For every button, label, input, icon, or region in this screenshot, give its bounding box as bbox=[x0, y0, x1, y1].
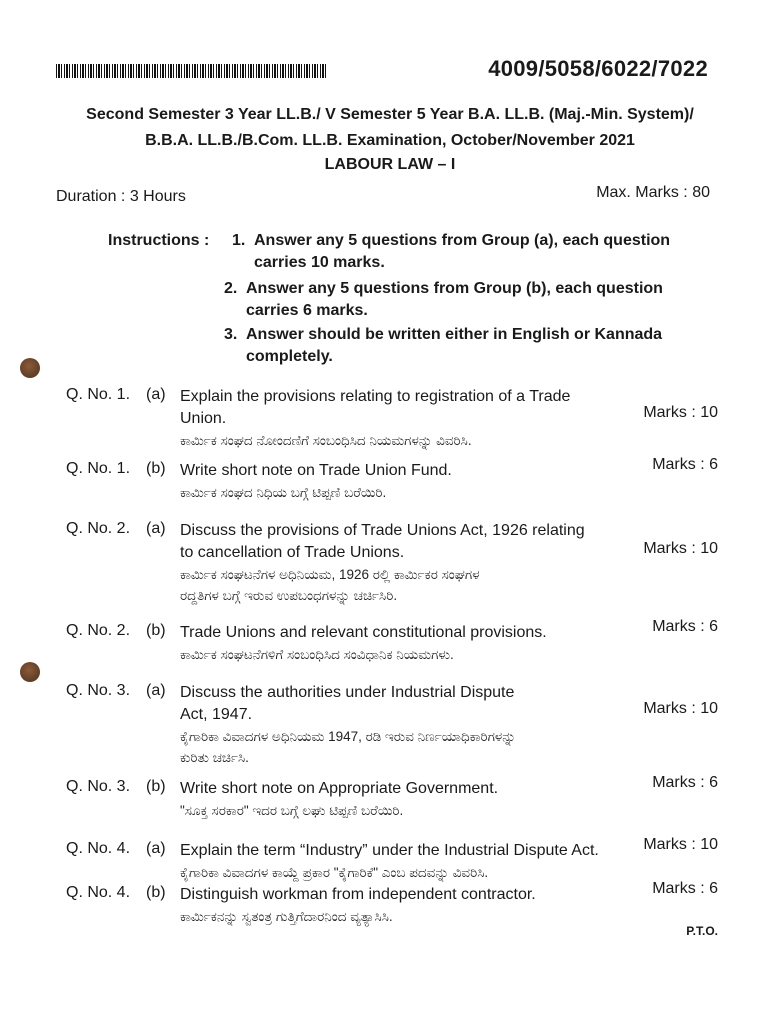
question-part: (a) bbox=[146, 840, 166, 857]
question-text bbox=[180, 884, 620, 927]
instruction-text: Answer should be written either in English or Kannada bbox=[246, 326, 663, 343]
question-number: Q. No. 3. bbox=[66, 682, 131, 699]
question-part: (a) bbox=[146, 682, 166, 699]
instruction-continuation: carries 6 marks. bbox=[246, 302, 368, 319]
question-number: Q. No. 1. bbox=[66, 460, 131, 477]
question-text bbox=[180, 840, 640, 883]
question-english-line: Trade Unions and relevant constitutional provisions. bbox=[180, 624, 547, 641]
question-number: Q. No. 4. bbox=[66, 884, 131, 901]
paper-code: 4009/5058/6022/7022 bbox=[488, 56, 708, 81]
question-english-line: Explain the provisions relating to registration of a Trade bbox=[180, 388, 571, 405]
question-kannada-line: ಕುರಿತು ಚರ್ಚಿಸಿ. bbox=[180, 750, 249, 765]
instruction-3 bbox=[224, 324, 704, 368]
question-text bbox=[180, 386, 620, 451]
instruction-number: 3. bbox=[224, 326, 238, 343]
question-text bbox=[180, 460, 620, 503]
instruction-continuation: carries 10 marks. bbox=[254, 254, 385, 271]
question-part: (b) bbox=[146, 460, 166, 477]
question-marks: Marks : 6 bbox=[652, 774, 718, 791]
question-part: (a) bbox=[146, 386, 166, 403]
question-kannada-line: ಕೈಗಾರಿಕಾ ವಿವಾದಗಳ ಕಾಯ್ದೆ ಪ್ರಕಾರ "ಕೈಗಾರಿಕೆ" ಎಂಬ ಪದವನ್ನು ವಿವರಿಸಿ. bbox=[180, 865, 489, 880]
duration: Duration : 3 Hours bbox=[56, 188, 186, 205]
question-kannada-line: "ಸೂಕ್ತ ಸರಕಾರ" ಇದರ ಬಗ್ಗೆ ಲಘು ಟಿಪ್ಪಣಿ ಬರೆಯಿರಿ. bbox=[180, 803, 404, 818]
question-kannada-line: ಕಾರ್ಮಿಕ ಸಂಘಟನೆಗಳ ಅಧಿನಿಯಮ, 1926 ರಲ್ಲಿ ಕಾರ್ಮಿಕರ ಸಂಘಗಳ bbox=[180, 567, 480, 582]
question-marks: Marks : 10 bbox=[643, 700, 718, 717]
question-kannada-line: ಕಾರ್ಮಿಕ ಸಂಘದ ನಿಧಿಯ ಬಗ್ಗೆ ಟಿಪ್ಪಣಿ ಬರೆಯಿರಿ. bbox=[180, 485, 387, 500]
instruction-continuation: completely. bbox=[246, 348, 333, 365]
question-part: (b) bbox=[146, 884, 166, 901]
question-number: Q. No. 2. bbox=[66, 622, 131, 639]
question-kannada-line: ರದ್ದತಿಗಳ ಬಗ್ಗೆ ಇರುವ ಉಪಬಂಧಗಳನ್ನು ಚರ್ಚಿಸಿರಿ. bbox=[180, 588, 398, 603]
instruction-text: Answer any 5 questions from Group (a), each question bbox=[254, 232, 671, 249]
punch-hole bbox=[20, 662, 40, 682]
instruction-text: Answer any 5 questions from Group (b), each question bbox=[246, 280, 663, 297]
question-number: Q. No. 3. bbox=[66, 778, 131, 795]
question-marks: Marks : 10 bbox=[643, 540, 718, 557]
question-english-line: Write short note on Appropriate Government. bbox=[180, 780, 499, 797]
subject-title: LABOUR LAW – I bbox=[324, 156, 456, 173]
question-kannada-line: ಕೈಗಾರಿಕಾ ವಿವಾದಗಳ ಅಧಿನಿಯಮ 1947, ರಡಿ ಇರುವ ನಿರ್ಣಯಾಧಿಕಾರಿಗಳನ್ನು bbox=[180, 729, 516, 744]
question-text bbox=[180, 778, 620, 821]
question-english-line: Discuss the authorities under Industrial Dispute bbox=[180, 684, 515, 701]
question-english-line: to cancellation of Trade Unions. bbox=[180, 544, 405, 561]
question-text bbox=[180, 622, 620, 665]
barcode bbox=[56, 64, 328, 78]
question-english-line: Union. bbox=[180, 410, 227, 427]
instruction-number: 2. bbox=[224, 280, 238, 297]
instruction-2 bbox=[224, 278, 704, 322]
instruction-1 bbox=[232, 230, 712, 274]
question-number: Q. No. 2. bbox=[66, 520, 131, 537]
question-english-line: Write short note on Trade Union Fund. bbox=[180, 462, 452, 479]
question-marks: Marks : 6 bbox=[652, 618, 718, 635]
question-english-line: Discuss the provisions of Trade Unions Act, 1926 relating bbox=[180, 522, 585, 539]
question-part: (b) bbox=[146, 622, 166, 639]
question-part: (b) bbox=[146, 778, 166, 795]
max-marks: Max. Marks : 80 bbox=[596, 184, 710, 201]
question-english-line: Act, 1947. bbox=[180, 706, 253, 723]
question-number: Q. No. 1. bbox=[66, 386, 131, 403]
question-english-line: Explain the term “Industry” under the Industrial Dispute Act. bbox=[180, 842, 599, 859]
pto-label: P.T.O. bbox=[686, 924, 718, 938]
question-text bbox=[180, 682, 620, 768]
question-part: (a) bbox=[146, 520, 166, 537]
question-marks: Marks : 6 bbox=[652, 456, 718, 473]
punch-hole bbox=[20, 358, 40, 378]
question-marks: Marks : 10 bbox=[643, 836, 718, 853]
question-english-line: Distinguish workman from independent contractor. bbox=[180, 886, 536, 903]
question-kannada-line: ಕಾರ್ಮಿಕನನ್ನು ಸ್ವತಂತ್ರ ಗುತ್ತಿಗೆದಾರನಿಂದ ವ್ಯತ್ಯಾಸಿಸಿ. bbox=[180, 909, 393, 924]
question-kannada-line: ಕಾರ್ಮಿಕ ಸಂಘಟನೆಗಳಿಗೆ ಸಂಬಂಧಿಸಿದ ಸಂವಿಧಾನಿಕ ನಿಯಮಗಳು. bbox=[180, 647, 454, 662]
question-number: Q. No. 4. bbox=[66, 840, 131, 857]
exam-title-line2: B.B.A. LL.B./B.Com. LL.B. Examination, October/November 2021 bbox=[145, 132, 635, 149]
question-kannada-line: ಕಾರ್ಮಿಕ ಸಂಘದ ನೋಂದಣಿಗೆ ಸಂಬಂಧಿಸಿದ ನಿಯಮಗಳನ್ನು ವಿವರಿಸಿ. bbox=[180, 433, 472, 448]
instructions-label: Instructions : bbox=[108, 232, 210, 249]
question-marks: Marks : 10 bbox=[643, 404, 718, 421]
exam-title-line1: Second Semester 3 Year LL.B./ V Semester 5 Year B.A. LL.B. (Maj.-Min. System)/ bbox=[86, 106, 694, 123]
question-text bbox=[180, 520, 620, 606]
instruction-number: 1. bbox=[232, 232, 246, 249]
question-marks: Marks : 6 bbox=[652, 880, 718, 897]
